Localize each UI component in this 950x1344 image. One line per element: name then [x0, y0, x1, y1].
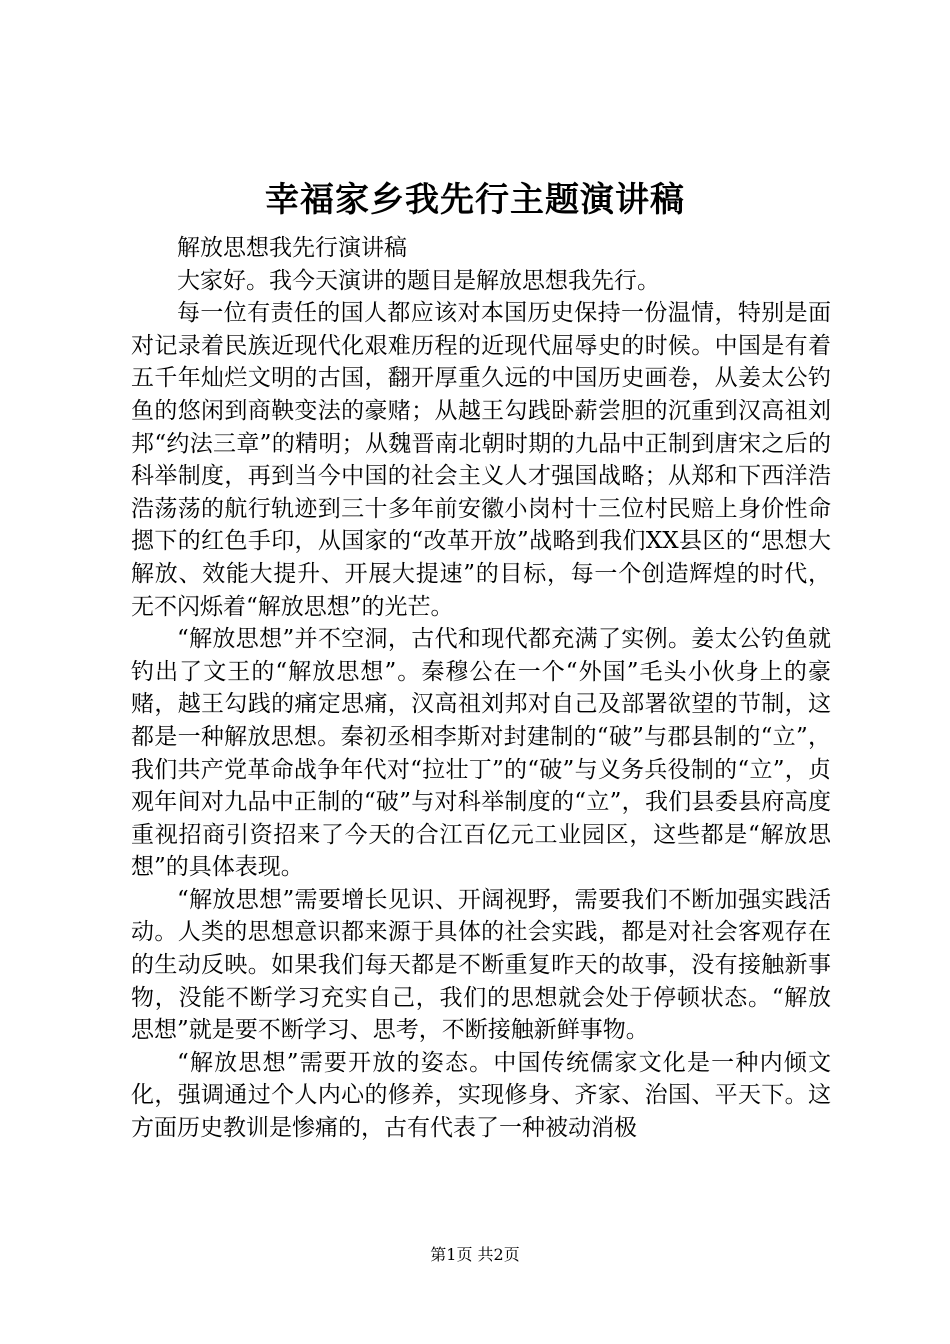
paragraph: “解放思想”并不空洞，古代和现代都充满了实例。姜太公钓鱼就钓出了文王的“解放思想”。秦穆公在一个“外国”毛头小伙身上的豪赌，越王勾践的痛定思痛，汉高祖刘邦对自己及部署欲望的节制，这都是一种解放思想。秦初丞相李斯对封建制的“破”与郡县制的“立”，我们共产党革命战争年代对“拉壮丁”的“破”与义务兵役制的“立”，贞观年间对九品中正制的“破”与对科举制度的“立”，我们县委县府高度重视招商引资招来了今天的合江百亿元工业园区，这些都是“解放思想”的具体表现。 — [131, 626, 831, 881]
paragraph: “解放思想”需要增长见识、开阔视野，需要我们不断加强实践活动。人类的思想意识都来源于具体的社会实践，都是对社会客观存在的生动反映。如果我们每天都是不断重复昨天的故事，没有接触新事物，没能不断学习充实自己，我们的思想就会处于停顿状态。“解放思想”就是要不断学习、思考，不断接触新鲜事物。 — [131, 886, 831, 1044]
document-body — [131, 232, 831, 1145]
document-title: 幸福家乡我先行主题演讲稿 — [265, 180, 685, 220]
paragraph: 大家好。我今天演讲的题目是解放思想我先行。 — [177, 267, 660, 294]
paragraph: “解放思想”需要开放的姿态。中国传统儒家文化是一种内倾文化，强调通过个人内心的修养，实现修身、齐家、治国、平天下。这方面历史教训是惨痛的，古有代表了一种被动消极 — [131, 1049, 831, 1142]
paragraph: 每一位有责任的国人都应该对本国历史保持一份温情，特别是面对记录着民族近现代化艰难历程的近现代屈辱史的时候。中国是有着五千年灿烂文明的古国，翻开厚重久远的中国历史画卷，从姜太公钓鱼的悠闲到商鞅变法的豪赌；从越王勾践卧薪尝胆的沉重到汉高祖刘邦“约法三章”的精明；从魏晋南北朝时期的九品中正制到唐宋之后的科举制度，再到当今中国的社会主义人才强国战略；从郑和下西洋浩浩荡荡的航行轨迹到三十多年前安徽小岗村十三位村民赔上身价性命摁下的红色手印，从国家的“改革开放”战略到我们XX县区的“思想大解放、效能大提升、开展大提速”的目标，每一个创造辉煌的时代，无不闪烁着“解放思想”的光芒。 — [131, 300, 831, 620]
paragraph: 解放思想我先行演讲稿 — [177, 235, 407, 261]
page-footer: 第1页 共2页 — [430, 1245, 520, 1264]
